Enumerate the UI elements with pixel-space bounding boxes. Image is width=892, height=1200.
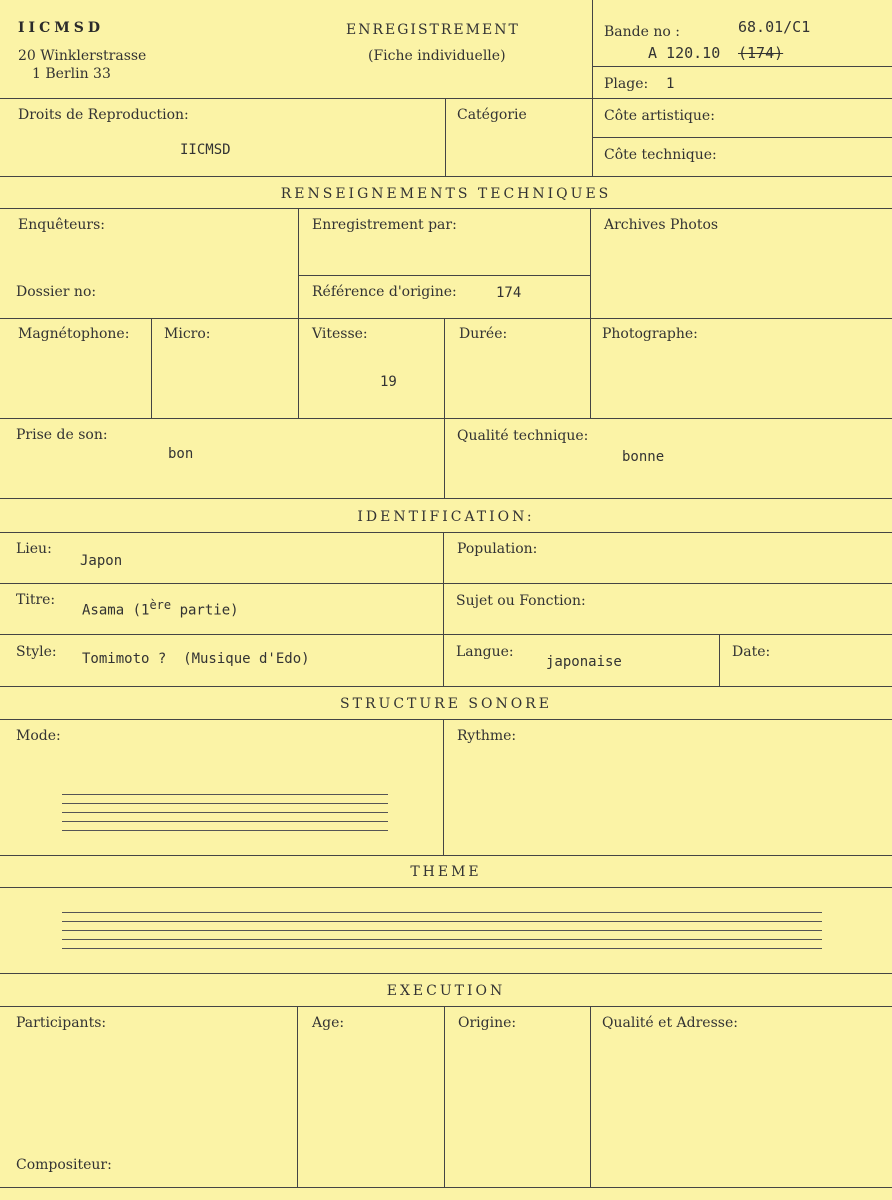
vitesse-label: Vitesse: [312,326,368,342]
rythme-label: Rythme: [457,728,517,744]
rule [0,887,892,888]
rule [0,318,892,319]
section-title-technical: RENSEIGNEMENTS TECHNIQUES [280,186,612,202]
rule [719,634,720,686]
rule [444,318,445,498]
qualite-adresse-label: Qualité et Adresse: [602,1015,738,1031]
rule [297,1006,298,1187]
plage-value: 1 [666,76,675,92]
rule [298,275,590,276]
form-title: ENREGISTREMENT [346,22,520,38]
population-label: Population: [457,541,538,557]
form-subtitle: (Fiche individuelle) [368,48,506,64]
rule [0,418,892,419]
rule [592,66,892,67]
rule [443,719,444,855]
langue-value: japonaise [546,654,622,670]
address-line-1: 20 Winklerstrasse [18,48,147,64]
date-label: Date: [732,644,771,660]
droits-value: IICMSD [180,142,231,158]
dossier-label: Dossier no: [16,284,97,300]
style-label: Style: [16,644,57,660]
rule [590,1006,591,1187]
institute-logo: IICMSD [18,20,104,36]
rule [0,719,892,720]
rule [298,208,299,418]
rule [445,98,446,176]
droits-label: Droits de Reproduction: [18,107,189,123]
categorie-label: Catégorie [457,107,527,123]
titre-label: Titre: [16,592,56,608]
rule [0,973,892,974]
bande-struck-value: (174) [738,44,784,62]
prise-de-son-label: Prise de son: [16,427,108,443]
rule [0,855,892,856]
magnetophone-label: Magnétophone: [18,326,130,342]
langue-label: Langue: [456,644,514,660]
rule [151,318,152,418]
archives-photos-label: Archives Photos [604,217,719,233]
section-title-identification: IDENTIFICATION: [357,509,535,525]
sujet-label: Sujet ou Fonction: [456,593,586,609]
reference-value: 174 [496,285,522,301]
rule [0,176,892,177]
rule [0,686,892,687]
titre-value: Asama (1ère partie) [82,598,239,619]
rule [0,498,892,499]
micro-label: Micro: [164,326,211,342]
rule [0,583,892,584]
enqueteurs-label: Enquêteurs: [18,217,106,233]
vitesse-value: 19 [380,374,397,390]
address-line-2: 1 Berlin 33 [32,66,111,82]
enregistrement-par-label: Enregistrement par: [312,217,457,233]
style-value: Tomimoto ? (Musique d'Edo) [82,651,310,667]
qualite-technique-value: bonne [622,449,665,465]
section-title-theme: THEME [410,864,482,880]
duree-label: Durée: [459,326,508,342]
rule [443,532,444,686]
participants-label: Participants: [16,1015,107,1031]
rule [590,208,591,418]
section-title-structure: STRUCTURE SONORE [340,696,552,712]
cote-technique-label: Côte technique: [604,147,717,163]
cote-artistique-label: Côte artistique: [604,108,715,124]
photographe-label: Photographe: [602,326,698,342]
origine-label: Origine: [458,1015,517,1031]
age-label: Age: [312,1015,345,1031]
rule [0,1006,892,1007]
rule [0,98,892,99]
rule [0,634,892,635]
rule [592,137,892,138]
rule [0,208,892,209]
bande-value-2: A 120.10 [648,44,721,62]
prise-de-son-value: bon [168,446,194,462]
qualite-technique-label: Qualité technique: [457,428,589,444]
section-title-execution: EXECUTION [386,983,506,999]
plage-label: Plage: [604,76,649,92]
compositeur-label: Compositeur: [16,1157,112,1173]
lieu-label: Lieu: [16,541,52,557]
mode-label: Mode: [16,728,61,744]
rule [444,1006,445,1187]
bande-label: Bande no : [604,24,680,40]
lieu-value: Japon [80,553,123,569]
rule [0,1187,892,1188]
rule [0,532,892,533]
reference-label: Référence d'origine: [312,284,457,300]
rule [592,0,593,176]
bande-value: 68.01/C1 [738,18,811,36]
